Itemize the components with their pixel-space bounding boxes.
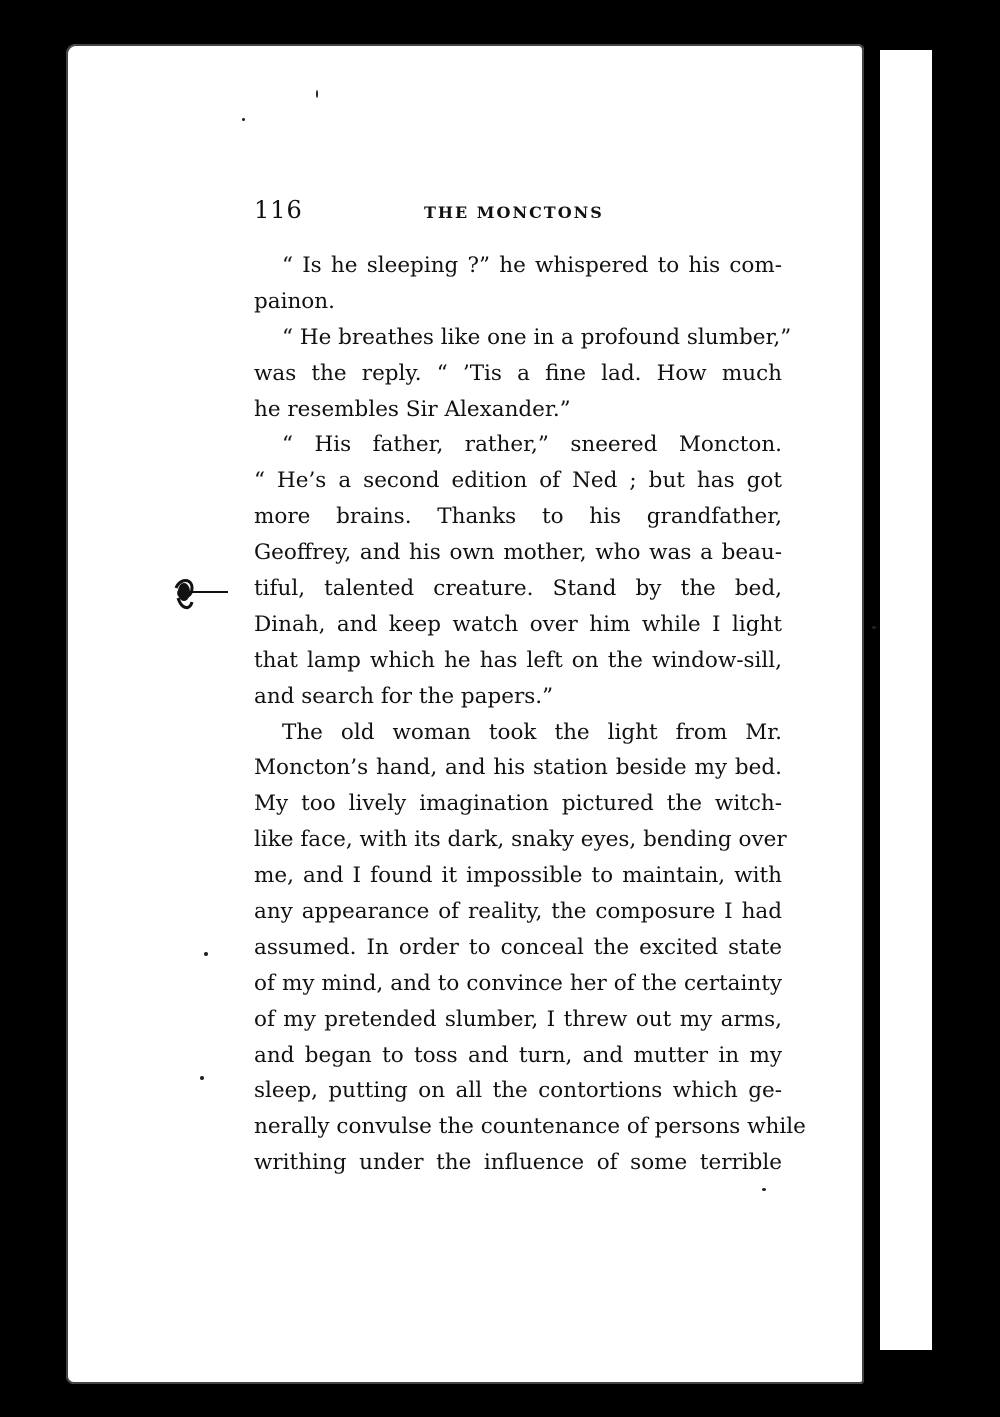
text-line: “ He breathes like one in a profound slumber,” xyxy=(282,324,792,350)
scan-speck xyxy=(762,1188,766,1191)
paragraph xyxy=(254,427,782,714)
scan-speck xyxy=(204,952,208,956)
text-line: he resembles Sir Alexander.” xyxy=(254,396,571,422)
text-line: tiful, talented creature. Stand by the bed, xyxy=(254,576,782,602)
text-line: of my mind, and to convince her of the certainty xyxy=(254,970,782,996)
text-line: writhing under the influence of some terrible xyxy=(254,1150,782,1176)
paragraph xyxy=(254,248,782,320)
text-line: “ His father, rather,” sneered Moncton. xyxy=(282,432,782,458)
text-line: assumed. In order to conceal the excited state xyxy=(254,934,782,960)
running-header xyxy=(248,196,788,230)
text-line: Dinah, and keep watch over him while I light xyxy=(254,611,782,637)
text-line: was the reply. “ ’Tis a fine lad. How much xyxy=(254,360,782,386)
text-line: Geoffrey, and his own mother, who was a beau- xyxy=(254,540,782,566)
page-number: 116 xyxy=(254,196,303,224)
running-title: THE MONCTONS xyxy=(424,203,604,222)
text-line: more brains. Thanks to his grandfather, xyxy=(254,504,782,530)
text-line: and began to toss and turn, and mutter in my xyxy=(254,1042,782,1068)
scan-speck xyxy=(200,1076,204,1080)
text-line: The old woman took the light from Mr. xyxy=(282,719,782,745)
text-line: sleep, putting on all the contortions which ge- xyxy=(254,1078,782,1104)
text-line: nerally convulse the countenance of persons while xyxy=(254,1114,806,1140)
body-text xyxy=(254,248,806,1181)
text-line: painon. xyxy=(254,288,335,314)
text-line: “ He’s a second edition of Ned ; but has got xyxy=(254,468,782,494)
text-line: that lamp which he has left on the window-sill, xyxy=(254,647,782,673)
scan-speck xyxy=(242,118,245,121)
adjacent-page-edge xyxy=(880,50,932,1350)
paragraph xyxy=(254,320,792,428)
text-line: any appearance of reality, the composure I had xyxy=(254,899,782,925)
text-line: of my pretended slumber, I threw out my arms, xyxy=(254,1006,782,1032)
text-line: “ Is he sleeping ?” he whispered to his com- xyxy=(282,253,782,278)
paragraph xyxy=(254,715,806,1182)
text-line: me, and I found it impossible to maintain, with xyxy=(254,863,782,889)
text-line: My too lively imagination pictured the witch- xyxy=(254,791,782,817)
printers-ornament-icon xyxy=(170,570,230,616)
scan-speck xyxy=(316,90,318,98)
scan-speck xyxy=(872,626,876,629)
text-line: Moncton’s hand, and his station beside my bed. xyxy=(254,755,782,781)
text-line: like face, with its dark, snaky eyes, bending over xyxy=(254,827,787,853)
text-line: and search for the papers.” xyxy=(254,683,554,709)
